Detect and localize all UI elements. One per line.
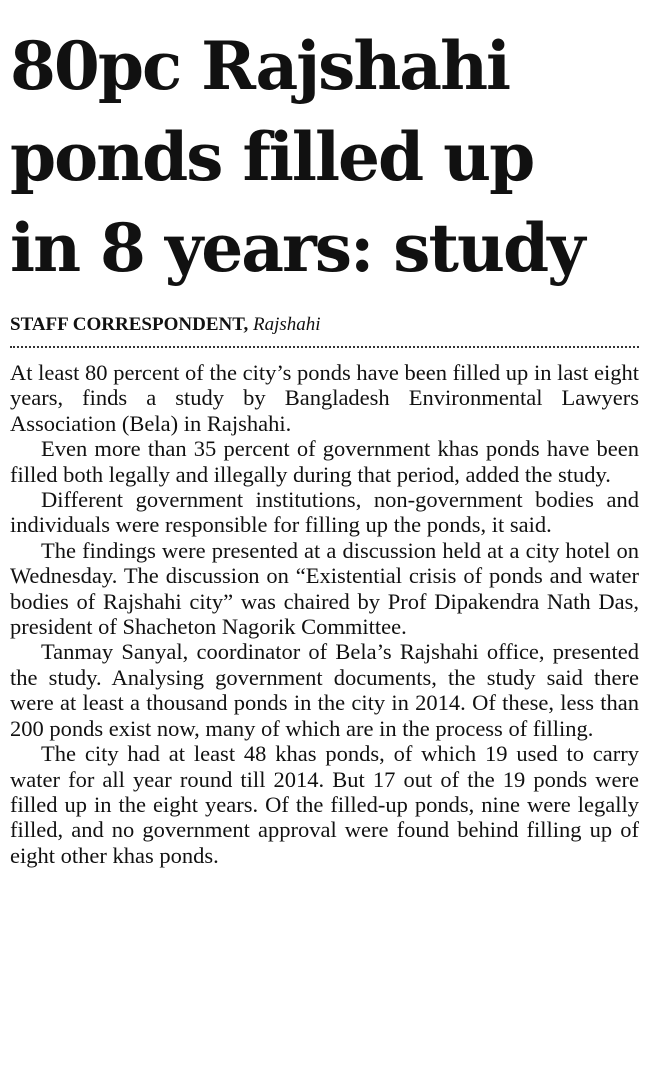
headline-line: 80pc Rajshahi — [10, 27, 510, 105]
headline-line: ponds filled up — [10, 118, 534, 196]
dotted-divider — [10, 346, 639, 348]
byline — [10, 314, 639, 336]
byline-location: Rajshahi — [252, 314, 321, 335]
body-paragraph: Even more than 35 percent of government khas ponds have been filled both legally and illegally during that period, added the study. — [10, 436, 639, 487]
headline — [10, 0, 639, 294]
headline-line: in 8 years: study — [10, 209, 584, 287]
body-paragraph: At least 80 percent of the city’s ponds have been filled up in last eight years, finds a study by Bangladesh Environmental Lawyers Association (Bela) in Rajshahi. — [10, 360, 639, 436]
news-article — [10, 0, 639, 868]
body-paragraph: Tanmay Sanyal, coordinator of Bela’s Rajshahi office, presented the study. Analysing government documents, the study said there were at least a thousand ponds in the city in 2014. Of these, less than 200 ponds exist now, many of which are in the process of filling. — [10, 639, 639, 741]
body-paragraph: The city had at least 48 khas ponds, of which 19 used to carry water for all year round till 2014. But 17 out of the 19 ponds were filled up in the eight years. Of the filled-up ponds, nine were legally filled, and no government approval were found behind filling up of eight other khas ponds. — [10, 741, 639, 868]
byline-author: STAFF CORRESPONDENT, — [10, 314, 249, 335]
body-paragraph: Different government institutions, non-government bodies and individuals were responsible for filling up the ponds, it said. — [10, 487, 639, 538]
body-paragraph: The findings were presented at a discussion held at a city hotel on Wednesday. The discussion on “Existential crisis of ponds and water bodies of Rajshahi city” was chaired by Prof Dipakendra Nath Das, president of Shacheton Nagorik Committee. — [10, 537, 639, 640]
article-body — [10, 360, 639, 868]
